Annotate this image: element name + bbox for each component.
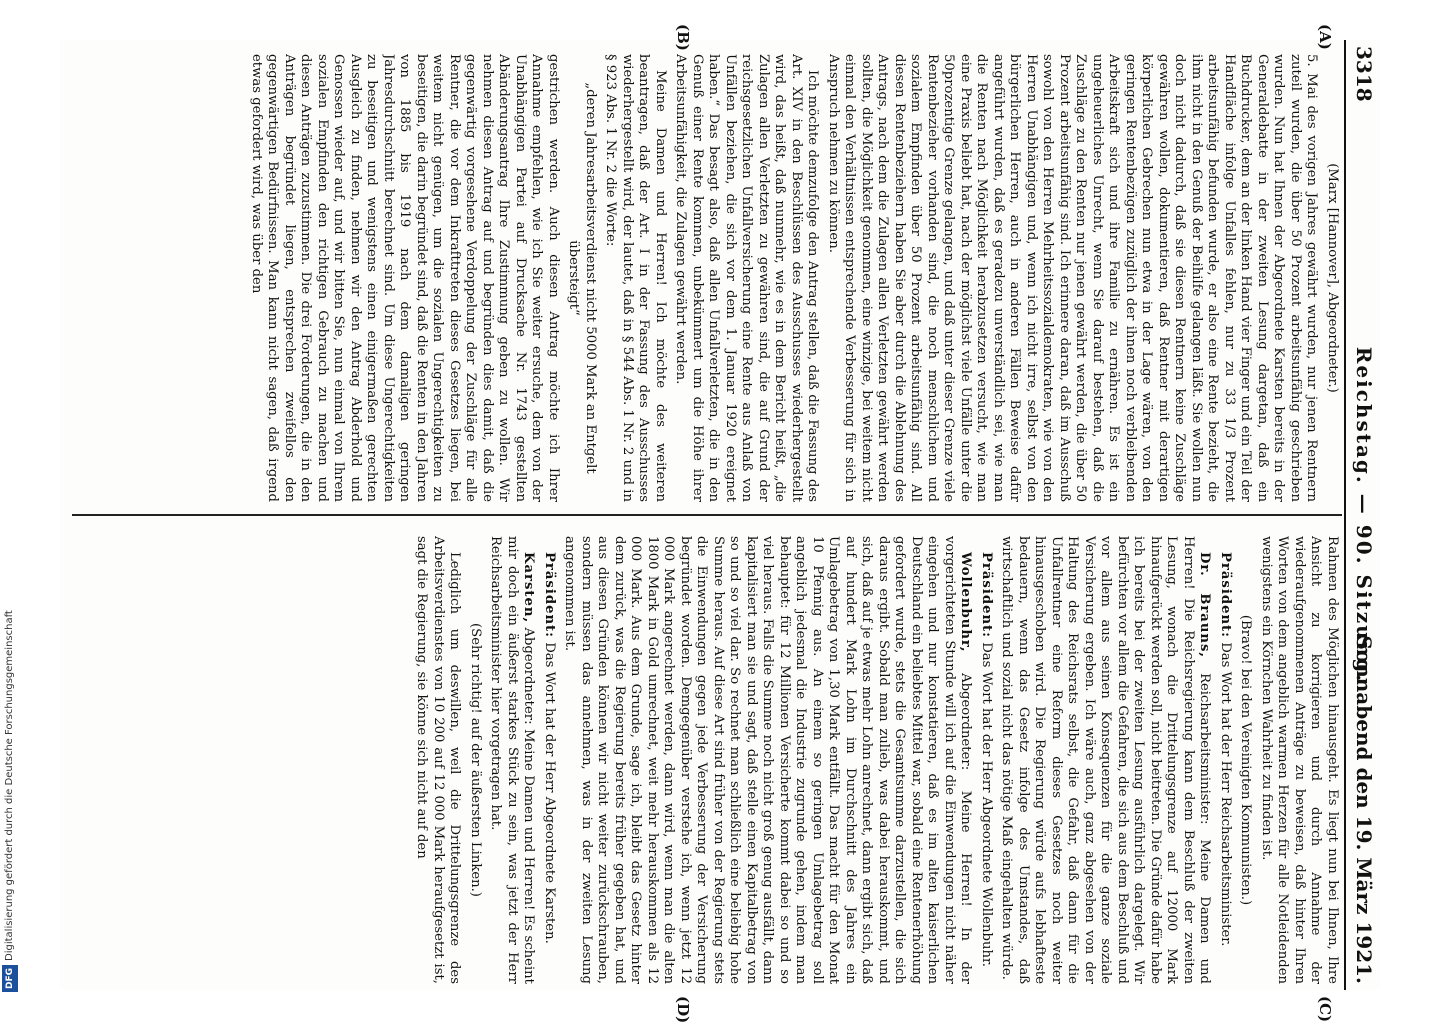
paragraph: Meine Damen und Herren! Ich möchte des weiteren beantragen, daß der Art. I in der Fassung des Ausschusses wiederhergestellt wird, der lautet, daß in § 544 Abs. 1 Nr. 2 und in § 923 Abs. 1 Nr. 2 die Worte: <box>603 54 668 502</box>
speech-block <box>998 536 1213 984</box>
margin-marker-d: (D) <box>674 996 692 1023</box>
dfg-logo-icon: DFG <box>2 965 18 992</box>
speaker-name: Karsten, <box>521 552 537 624</box>
session-date: Sonnabend den 19. März 1921. <box>1352 635 1376 984</box>
paragraph: Lediglich um deswillen, weil die Drittelungsgrenze des Arbeitsverdienstes von 10 200 auf 12 000 Mark heraufgesetzt ist, sagt die Regierung, sie könne sich nicht auf den <box>414 536 463 984</box>
speaker-role: Abgeordneter: <box>521 627 537 725</box>
paragraph: Rahmen des Möglichen hinausgeht. Es liegt nun bei Ihnen, Ihre Ansicht zu korrigieren und durch Annahme der wiederaufgenommenen Anträge zu beweisen, daß hinter Ihren Worten von dem angeblich warmen Herzen für alle Notleidenden wenigstens ein Körnchen Wahrheit zu finden ist. <box>1259 536 1340 984</box>
margin-marker-b: (B) <box>674 24 692 51</box>
speech-block <box>978 536 995 984</box>
rotated-document-page <box>60 24 1380 1023</box>
speech-block <box>561 536 974 984</box>
interjection-note: (Sehr richtig! auf der äußersten Linken.) <box>468 623 483 897</box>
speech-block <box>541 536 558 984</box>
margin-marker-c: (C) <box>1316 996 1334 1023</box>
credit-text: Digitalisierung gefördert durch die Deutsche Forschungsgemeinschaft <box>4 610 15 961</box>
paragraph: 5. Mai des vorigen Jahres gewährt wurden, nur jenen Rentnern zuteil wurden, die über 50 Prozent arbeitsunfähig geschrieben wurden. Nun hat Ihnen der Abgeordnete Karsten bereits in der Generaldebatte in der zweiten Lesung dargetan, daß ein Buchdrucker, dem an der linken Hand vier Finger und ein Teil der Handfläche infolge Unfalles fehlen, nur zu 33 1/3 Prozent arbeitsunfähig befunden wurde, er also eine Rente bezieht, die ihm nicht in den Genuß der Beihilfe gelangen läßt. Sie wollen nun doch nicht dadurch, daß sie diesen Rentnern keine Zuschläge gewähren wollen, dokumentieren, daß Rentner mit derartigen körperlichen Gebrechen nun etwa in der Lage wären, von den geringen Rentenbezügen zuzüglich der ihnen noch verbleibenden Arbeitskraft sich und ihre Familie zu ernähren. Es ist ein ungeheuerliches Unrecht, wenn Sie darauf bestehen, daß die Zuschläge zu den Renten nur jenen gewährt werden, die über 50 Prozent arbeitsunfähig sind. Ich erinnere daran, daß im Ausschuß sowohl von den Herren Mehrheitssozialdemokraten, wie von den Herren Unabhängigen und, wenn ich nicht irre, selbst von den bürgerlichen Herren, auch in anderen Fällen Beweise dafür angeführt wurden, daß es geradezu unverständlich sei, wie man die Renten nach Möglichkeit herabzusetzen versucht, wie man eine Praxis beliebt hat, nach der möglichst viele Unfälle unter die 50prozentige Grenze gelangen, und daß unter dieser Grenze viele Rentenbezieher vorhanden sind, die noch menschlichem und sozialem Empfinden über 50 Prozent arbeitsunfähig sind. All diesen Rentenbeziehern haben Sie aber durch die Ablehnung des Antrags, nach dem die Zulagen allen Verletzten gewährt werden sollten, die Möglichkeit genommen, eine winzige, bei weitem nicht einmal den Verhältnissen entsprechende Verbesserung für sich in Anspruch nehmen zu können. <box>826 54 1320 502</box>
right-column <box>80 536 1340 984</box>
speech-block <box>487 536 537 984</box>
speaker-role: Reichsarbeitsminister: <box>1197 673 1213 825</box>
session-title: Reichstag. — 90. Sitzung. <box>1352 346 1376 684</box>
speech-block <box>1217 536 1234 984</box>
page-number: 3318 <box>1352 46 1376 102</box>
speaker-name: Wollenbuhr, <box>958 552 974 653</box>
speech-text: Das Wort hat der Herr Abgeordnete Wollenbuhr. <box>979 642 994 967</box>
speaker-name: Präsident: <box>542 552 557 639</box>
speech-text: Meine Damen und Herren! Die Reichsregierung kann dem Beschluß der zweiten Lesung, wonach die Drittelungsgrenze auf 12000 Mark hinaufgerückt werden soll, nicht beitreten. Die Gründe dafür habe ich bereits bei der zweiten Lesung ausführlich dargelegt. Wir befürchten vor allem die Gefahren, die sich aus dem Beschluß und vor allem aus seinen Konsequenzen für die ganze soziale Versicherung ergeben. Ich wäre auch, ganz abgesehen von der Haltung des Reichsrats selbst, die Gefahr, daß dann für die Unfallrentner eine Reform dieses Gesetzes noch weiter hinausgeschoben wird. Die Regierung würde aufs lebhafteste bedauern, wenn das Gesetz infolge des Umstandes, daß wirtschaftlich und sozial nicht das nötige Maß eingehalten würde. <box>999 536 1213 984</box>
paragraph: Ich möchte demzufolge den Antrag stellen, daß die Fassung des Art. XIV in den Beschlüssen des Ausschusses wiederhergestellt wird, das heißt, daß nunmehr, wie es in dem Bericht heißt, „die Zulagen allen Verletzten zu gewähren sind, die auf Grund der reichsgesetzlichen Unfallversicherung eine Rente aus Anlaß von Unfällen beziehen, die sich vor dem 1. Januar 1920 ereignet haben.“ Das besagt also, daß allen Unfallverletzten, die in den Genuß einer Rente kommen, unbekümmert um die Höhe ihrer Arbeitsunfähigkeit, die Zulagen gewährt werden. <box>673 54 821 502</box>
margin-marker-a: (A) <box>1316 24 1334 50</box>
speech-text: Meine Damen und Herren! Es scheint mir doch ein äußerst starkes Stück zu sein, was jetzt der Herr Reichsarbeitsminister hier vorgetragen hat. <box>488 536 537 984</box>
speaker-continuation: (Marx [Hannover], Abgeordneter.) <box>1325 163 1340 393</box>
column-divider <box>72 514 1342 516</box>
speaker-name: Dr. Brauns, <box>1197 552 1213 659</box>
speaker-role: Abgeordneter: <box>958 673 974 771</box>
digitization-credit <box>2 0 18 992</box>
speaker-name: Präsident: <box>1218 552 1233 639</box>
speech-text: Das Wort hat der Herr Reichsarbeitsminister. <box>1218 642 1233 947</box>
quoted-clause: „deren Jahresarbeitsverdienst nicht 5000 Mark an Entgelt übersteigt“ <box>566 82 598 474</box>
speaker-name: Präsident: <box>979 552 994 639</box>
page-header <box>1344 40 1380 990</box>
speech-text: Meine Herren! In der vorgerichteten Stunde will ich auf die Einwendungen nicht näher eingehen und nur konstatieren, daß es im alten kaiserlichen Deutschland ein beliebtes Mittel war, sobald eine Rentenerhöhung gefordert wurde, stets die Gesamtsumme darzustellen, die sich daraus ergibt. Sobald man zulieb, was dabei herauskommt, und sich, daß auf je etwas mehr Lohn anrechnet, dann ergibt sich, daß auf hundert Mark Lohn im Durchschnitt des Jahres ein Umlagebetrag von 1,30 Mark entfällt. Das macht für den Monat 10 Pfennig aus. An einem so geringen Umlagebetrag soll angeblich jedesmal die Industrie zugrunde gehen, indem man behauptet: für 12 Millionen Versicherte kommt dabei so und so viel heraus. Falls die Summe noch nicht groß genug ausfällt, dann kapitalisiert man sie und sagt, daß stelle einen Kapitalbetrag von so und so viel dar. So rechnet man schließlich eine beliebig hohe Summe heraus. Auf diese Art sind früher von der Regierung stets die Einwendungen gegen jede Verbesserung der Versicherung begründet worden. Demgegenüber verstehe ich, wenn jetzt 12 000 Mark angerechnet werden, dann wird, wenn man die alten 1800 Mark in Gold umrechnet, weit mehr herauskommen als 12 000 Mark. Aus dem Grunde, sage ich, bleibt das Gesetz hinter dem zurück, was die Regierung bereits früher gegeben hat, und aus diesen Gründen können wir nicht weiter zurückschrauben, sondern müssen das annehmen, was in der zweiten Lesung angenommen ist. <box>562 536 974 984</box>
left-column <box>80 54 1340 502</box>
applause-note: (Bravo! bei den Vereinigten Kommunisten.) <box>1238 614 1254 906</box>
speech-text: Das Wort hat der Herr Abgeordnete Karsten. <box>542 642 557 944</box>
paragraph: gestrichen werden. Auch diesen Antrag möchte ich Ihrer Annahme empfehlen, wie ich Sie weiter ersuche, dem von der Unabhängigen Partei auf Drucksache Nr. 1743 gestellten Abänderungsantrag Ihre Zustimmung geben zu wollen. Wir nehmen diesen Antrag auf und begründen dies damit, daß die gegenwärtig vorgesehene Verdoppelung der Zuschläge für alle Rentner, die vor dem Inkrafttreten dieses Gesetzes liegen, bei weitem nicht genügen, um die sozialen Ungerechtigkeiten zu beseitigen, die darin begründet sind, daß die Renten in den Jahren von 1885 bis 1919 nach dem damaligen geringen Jahresdurchschnitt berechnet sind. Um diese Ungerechtigkeiten zu beseitigen und wenigstens einen einigermaßen gerechten Ausgleich zu finden, nehmen wir den Antrag Abderhold und Genossen wieder auf, und wir bitten Sie, nun einmal von Ihrem sozialen Empfinden den richtigen Gebrauch zu machen und diesen Anträgen zuzustimmen. Die drei Forderungen, die in den Anträgen begründet liegen, entsprechen zweifellos den gegenwärtigen Bedürfnissen. Man kann nicht sagen, daß irgend etwas gefordert wird, was über den <box>249 54 561 502</box>
